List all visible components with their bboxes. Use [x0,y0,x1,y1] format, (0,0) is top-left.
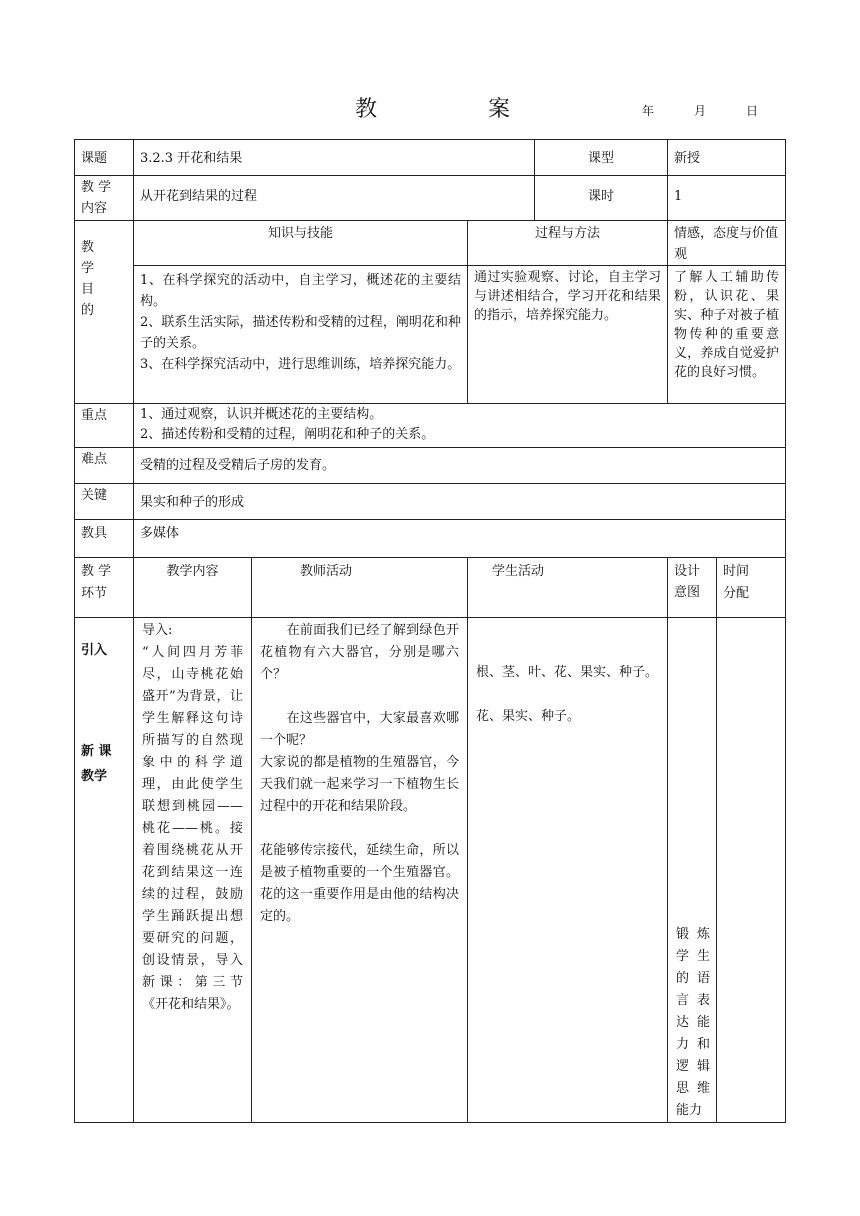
period-label: 课时 [535,176,668,221]
difficulty-text: 受精的过程及受精后子房的发育。 [134,448,786,484]
process-stage-cell [75,618,134,1123]
goals-label: 教 学 目 的 [75,221,134,404]
process-header-student: 学生活动 [468,558,668,618]
process-teacher: 在前面我们已经了解到绿色开花植物有六大器官，分别是哪六个？ 在这些器官中，大家最喜欢哪一个呢？ 大家说的都是植物的生殖器官，今天我们就一起来学习一下植物生长过程中的开花和结果阶段。 花能够传宗接代，延续生命，所以是被子植物重要的一个生殖器官。花的这一重要作用是由他的结构决定的。 [252,618,468,1123]
type-label: 课型 [535,140,668,176]
process-student: 根、茎、叶、花、果实、种子。 花、果实、种子。 [468,618,668,1123]
goals-text-emotion: 了解人工辅助传粉，认识花、果实、种子对被子植物传种的重要意义，养成自觉爱护花的良好习惯。 [668,266,786,404]
key-label: 关键 [75,484,134,520]
page-title-left: 教 [355,97,378,122]
goals-header-process: 过程与方法 [468,221,668,266]
key-text: 果实和种子的形成 [134,484,786,520]
process-header-stage: 教 学 环节 [75,558,134,618]
difficulty-label: 难点 [75,448,134,484]
topic-label: 课题 [75,140,134,176]
topic-value: 3.2.3 开花和结果 [134,140,535,176]
focus-text: 1、通过观察，认识并概述花的主要结构。 2、描述传粉和受精的过程，阐明花和种子的关系。 [134,404,786,448]
tools-text: 多媒体 [134,520,786,558]
process-header-intent [668,558,717,618]
process-header-content: 教学内容 [134,558,252,618]
focus-label: 重点 [75,404,134,448]
process-header-intent-text: 设计意图 [674,564,701,600]
process-content: 导入: “人间四月芳菲尽，山寺桃花始盛开”为背景，让学生解释这句诗所描写的自然现象中的科学道理，由此使学生联想到桃园——桃花——桃。接着围绕桃花从开花到结果这一连续的过程，鼓励学生踊跃提出想要研究的问题，创设情景，导入新课：第三节《开花和结果》。 [134,618,252,1123]
period-value: 1 [668,176,786,221]
lesson-plan-table [74,139,786,1123]
process-time [717,618,786,1123]
process-header-time: 时间 分配 [717,558,786,618]
content-value: 从开花到结果的过程 [134,176,535,221]
date-day-label: 日 [746,104,759,118]
stage-intro: 引入 [81,643,108,658]
goals-header-knowledge: 知识与技能 [134,221,468,266]
stage-new-lesson: 新 课 教学 [81,744,112,784]
type-value: 新授 [668,140,786,176]
process-intent: 锻炼学生的语言表达能力和逻辑思维能力 [668,618,717,1123]
content-label: 教 学 内容 [75,176,134,221]
goals-text-knowledge: 1、在科学探究的活动中，自主学习，概述花的主要结构。 2、联系生活实际，描述传粉和受精的过程，阐明花和种子的关系。 3、在科学探究活动中，进行思维训练，培养探究能力。 [134,266,468,404]
page-title-right: 案 [488,97,511,122]
date-year-label: 年 [642,104,655,118]
date-month-label: 月 [694,104,707,118]
tools-label: 教具 [75,520,134,558]
goals-text-process: 通过实验观察、讨论，自主学习与讲述相结合，学习开花和结果的指示，培养探究能力。 [468,266,668,404]
goals-header-emotion: 情感，态度与价值观 [668,221,786,266]
process-header-teacher: 教师活动 [252,558,468,618]
